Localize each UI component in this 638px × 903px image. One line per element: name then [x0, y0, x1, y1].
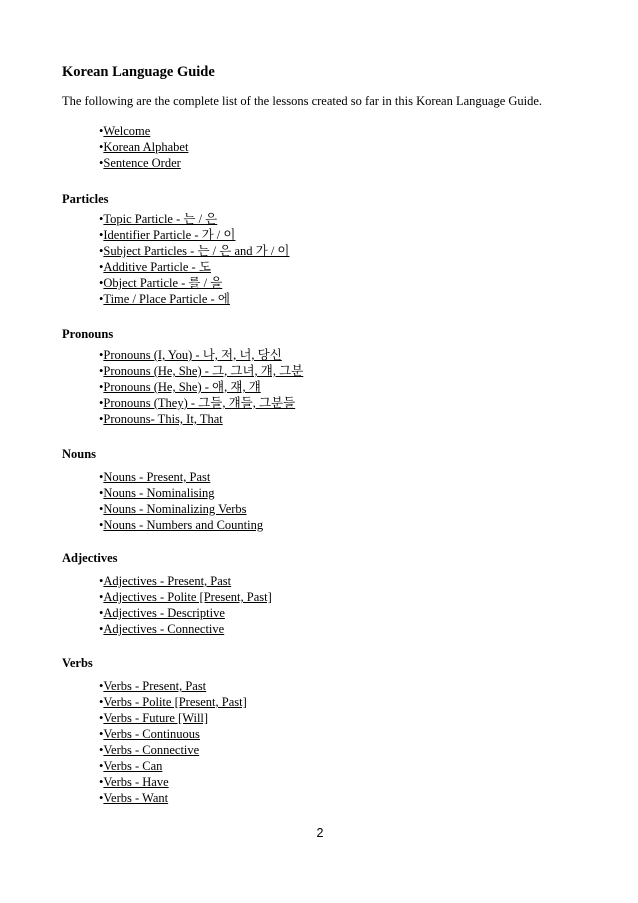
adjectives-link-list	[99, 573, 272, 637]
bullet: •	[99, 775, 104, 789]
verbs-link-list	[99, 678, 247, 806]
bullet: •	[99, 124, 104, 138]
intro-link-list	[99, 123, 188, 171]
list-item	[99, 363, 303, 379]
page-number: 2	[316, 826, 324, 840]
list-item	[99, 517, 263, 533]
lesson-link[interactable]: Pronouns (I, You) - 나, 저, 너, 당신	[103, 348, 282, 362]
list-item	[99, 275, 290, 291]
lesson-link-korean-alphabet[interactable]: Korean Alphabet	[103, 140, 189, 154]
list-item	[99, 243, 290, 259]
lesson-link[interactable]: Adjectives - Polite [Present, Past]	[103, 590, 272, 604]
list-item	[99, 589, 272, 605]
section-heading-particles: Particles	[62, 192, 109, 206]
bullet: •	[99, 574, 104, 588]
list-item	[99, 573, 272, 589]
list-item	[99, 726, 247, 742]
list-item	[99, 790, 247, 806]
bullet: •	[99, 791, 104, 805]
list-item	[99, 694, 247, 710]
lesson-link[interactable]: Topic Particle - 는 / 은	[103, 212, 218, 226]
bullet: •	[99, 759, 104, 773]
lesson-link[interactable]: Identifier Particle - 가 / 이	[103, 228, 236, 242]
document-title: Korean Language Guide	[62, 64, 215, 80]
lesson-link[interactable]: Pronouns- This, It, That	[103, 412, 223, 426]
bullet: •	[99, 228, 104, 242]
pronouns-link-list	[99, 347, 303, 427]
section-heading-verbs: Verbs	[62, 656, 93, 670]
lesson-link[interactable]: Pronouns (He, She) - 그, 그녀, 걔, 그분	[103, 364, 304, 378]
lesson-link[interactable]: Verbs - Have	[103, 775, 169, 789]
bullet: •	[99, 590, 104, 604]
list-item	[99, 259, 290, 275]
lesson-link[interactable]: Nouns - Nominalizing Verbs	[103, 502, 247, 516]
list-item	[99, 411, 303, 427]
list-item	[99, 123, 188, 139]
lesson-link[interactable]: Pronouns (They) - 그들, 걔들, 그분들	[103, 396, 296, 410]
bullet: •	[99, 486, 104, 500]
bullet: •	[99, 276, 104, 290]
list-item	[99, 774, 247, 790]
lesson-link[interactable]: Verbs - Connective	[103, 743, 200, 757]
section-heading-nouns: Nouns	[62, 447, 97, 461]
section-heading-pronouns: Pronouns	[62, 327, 114, 341]
lesson-link-welcome[interactable]: Welcome	[103, 124, 151, 138]
bullet: •	[99, 292, 104, 306]
list-item	[99, 347, 303, 363]
lesson-link[interactable]: Time / Place Particle - 에	[103, 292, 230, 306]
list-item	[99, 139, 188, 155]
bullet: •	[99, 606, 104, 620]
lesson-link[interactable]: Verbs - Present, Past	[103, 679, 207, 693]
bullet: •	[99, 156, 104, 170]
bullet: •	[99, 364, 104, 378]
list-item	[99, 710, 247, 726]
list-item	[99, 379, 303, 395]
bullet: •	[99, 711, 104, 725]
bullet: •	[99, 140, 104, 154]
lesson-link[interactable]: Verbs - Continuous	[103, 727, 200, 741]
list-item	[99, 742, 247, 758]
particles-link-list	[99, 211, 290, 307]
lesson-link[interactable]: Additive Particle - 도	[103, 260, 211, 274]
list-item	[99, 227, 290, 243]
bullet: •	[99, 470, 104, 484]
bullet: •	[99, 743, 104, 757]
list-item	[99, 758, 247, 774]
bullet: •	[99, 727, 104, 741]
lesson-link[interactable]: Verbs - Future [Will]	[103, 711, 209, 725]
lesson-link[interactable]: Object Particle - 를 / 을	[103, 276, 223, 290]
list-item	[99, 211, 290, 227]
list-item	[99, 155, 188, 171]
bullet: •	[99, 260, 104, 274]
bullet: •	[99, 412, 104, 426]
bullet: •	[99, 695, 104, 709]
lesson-link[interactable]: Adjectives - Connective	[103, 622, 225, 636]
lesson-link[interactable]: Nouns - Present, Past	[103, 470, 211, 484]
section-heading-adjectives: Adjectives	[62, 551, 118, 565]
bullet: •	[99, 502, 104, 516]
list-item	[99, 605, 272, 621]
lesson-link[interactable]: Verbs - Can	[103, 759, 163, 773]
list-item	[99, 621, 272, 637]
list-item	[99, 395, 303, 411]
bullet: •	[99, 348, 104, 362]
bullet: •	[99, 518, 104, 532]
list-item	[99, 485, 263, 501]
bullet: •	[99, 622, 104, 636]
lesson-link[interactable]: Adjectives - Present, Past	[103, 574, 232, 588]
bullet: •	[99, 380, 104, 394]
lesson-link[interactable]: Pronouns (He, She) - 얘, 쟤, 걔	[103, 380, 261, 394]
list-item	[99, 678, 247, 694]
nouns-link-list	[99, 469, 263, 533]
bullet: •	[99, 679, 104, 693]
lesson-link[interactable]: Verbs - Polite [Present, Past]	[103, 695, 247, 709]
bullet: •	[99, 244, 104, 258]
bullet: •	[99, 212, 104, 226]
lesson-link[interactable]: Adjectives - Descriptive	[103, 606, 225, 620]
lesson-link[interactable]: Subject Particles - 는 / 은 and 가 / 이	[103, 244, 290, 258]
list-item	[99, 501, 263, 517]
lesson-link[interactable]: Nouns - Numbers and Counting	[103, 518, 264, 532]
intro-paragraph: The following are the complete list of the lessons created so far in this Korean Language Guide.	[62, 94, 543, 108]
lesson-link[interactable]: Verbs - Want	[103, 791, 169, 805]
lesson-link[interactable]: Nouns - Nominalising	[103, 486, 215, 500]
list-item	[99, 291, 290, 307]
list-item	[99, 469, 263, 485]
lesson-link-sentence-order[interactable]: Sentence Order	[103, 156, 181, 170]
bullet: •	[99, 396, 104, 410]
